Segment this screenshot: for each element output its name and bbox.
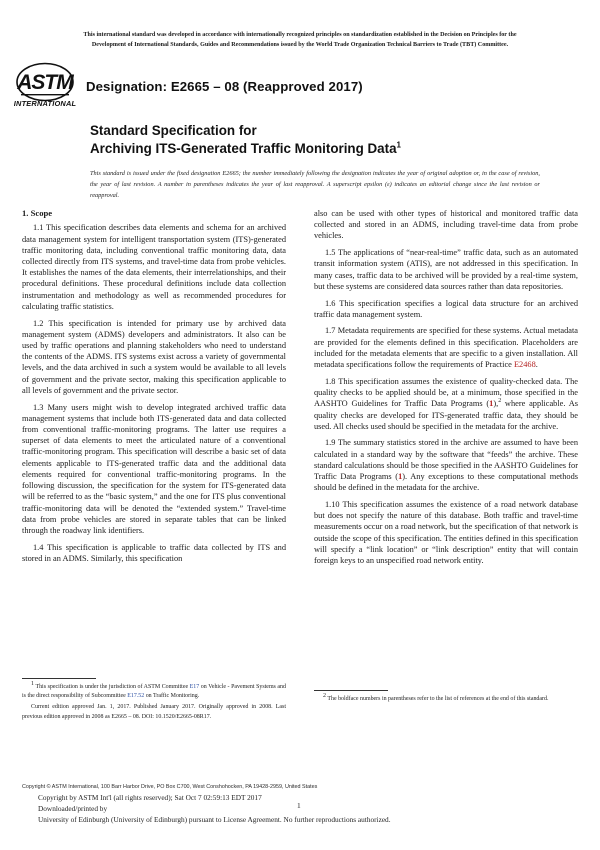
- svg-text:ASTM: ASTM: [17, 71, 73, 94]
- paragraph-1-7: [314, 325, 578, 370]
- footnote-right-text: The boldface numbers in parentheses refer to the list of references at the end of this standard.: [326, 696, 549, 702]
- body-columns: [22, 208, 578, 748]
- title-footnote-marker: 1: [396, 140, 401, 150]
- paragraph-1-4: 1.4 This specification is applicable to traffic data collected by ITS and stored in an ADMS. Similarly, this specification: [22, 542, 286, 563]
- astm-logo-icon: [14, 61, 76, 111]
- license-line-1: Copyright by ASTM Int'l (all rights reserved); Sat Oct 7 02:59:13 EDT 2017: [38, 793, 262, 802]
- right-column: [314, 208, 578, 566]
- paragraph-1-8-text-b: ),: [493, 399, 499, 409]
- footnote-marker-2: 2: [498, 398, 502, 405]
- paragraph-1-7-text-a: 1.7 Metadata requirements are specified for these systems. Actual metadata are provided for the elements defined in this specification. Placeholders are included for the metadata elements that are specific to a given installation. All metadata specifications follow the requirements of Practice: [314, 326, 578, 370]
- paragraph-1-10: 1.10 This specification assumes the existence of a road network database but does not specify the nature of this database. Both traffic and travel-time measurements occur on a road network, but the specification of that network is outside the scope of this specification. The entities defined in this specification will specify a “link location” or “link description” entity that will contain foreign keys to an unspecified road network entity.: [314, 500, 578, 566]
- paragraph-1-3: 1.3 Many users might wish to develop integrated archived traffic data management systems that include both ITS-generated data and data collected from conventional traffic-monitoring programs. The latter use requires a superset of data elements to meet the articulated nature of a conventional traffic-monitoring program. This specification will describe a basic set of data elements applicable to ITS-generated traffic data and the additional data elements required for conventional traffic-monitoring programs. In the following discussion, the specification for the system for ITS-generated data will be referred to as the “basic system,” and the one for ITS plus conventional traffic-monitoring data will be denoted the “extended system.” Travel-time data from probe vehicles are stored in separate tables that can be linked through the roadway link identifiers.: [22, 402, 286, 535]
- paragraph-1-1: 1.1 This specification describes data elements and schema for an archived data management system for intelligent transportation system (ITS)-generated traffic monitoring data, including conventional traffic monitoring data, data collected directly from ITS systems, and travel-time data from probe vehicles. It establishes the names of the data elements, their interrelationships, and their procedural definitions. These procedural definitions include data collection instrumentation and methodology as well as recommended procedures for calculating traffic statistics.: [22, 223, 286, 311]
- title-line-1: Standard Specification for: [90, 123, 257, 138]
- license-block: [38, 793, 468, 825]
- svg-text:INTERNATIONAL: INTERNATIONAL: [14, 99, 76, 108]
- standard-designation: Designation: E2665 – 08 (Reapproved 2017): [86, 78, 363, 94]
- paragraph-1-8-text-a: 1.8 This specification assumes the existence of quality-checked data. The quality checks to be applied should be, at a minimum, those specified in the AASHTO Guidelines for Traffic Data Programs (: [314, 376, 578, 409]
- left-column: [22, 208, 286, 564]
- paragraph-1-4-continued: also can be used with other types of historical and monitored traffic data collected and stored in an ADMS, including travel-time data from probe vehicles.: [314, 209, 578, 241]
- practice-e2468-link[interactable]: E2468: [513, 360, 536, 370]
- footnote-left-text-a: This specification is under the jurisdiction of ASTM Committee: [34, 684, 190, 690]
- paragraph-1-9: [314, 437, 578, 493]
- license-line-3: University of Edinburgh (University of Edinburgh) pursuant to License Agreement. No further reproductions authorized.: [38, 814, 391, 824]
- committee-e17-link[interactable]: E17: [189, 684, 200, 690]
- footnote-left-text-c: on Traffic Monitoring.: [144, 693, 200, 700]
- footnote-rule-left: [22, 678, 96, 679]
- wto-note-line2: Development of International Standards, Guides and Recommendations issued by the World Trade Organization Technical Barriers to Trade (TBT) Committee.: [91, 42, 509, 49]
- issued-under-note: This standard is issued under the fixed designation E2665; the number immediately following the designation indicates the year of original adoption or, in the case of revision, the year of last revision. A number in parentheses indicates the year of last reapproval. A superscript epsilon (ε) indicates an editorial change since the last revision or reapproval.: [90, 170, 540, 200]
- page-title: [90, 122, 550, 157]
- paragraph-1-2: 1.2 This specification is intended for primary use by archived data management system (ADMS) developers and administrators. It also can be used by traffic operations and planning stakeholders who need to understand the contents of the ADMS. ITS systems exist across a variety of governmental levels, and the data archived in such a system would be available to all levels of government and the private sector, making this specification applicable to all levels of government and the private sector.: [22, 318, 286, 395]
- paragraph-1-6: 1.6 This specification specifies a logical data structure for an archived traffic data management system.: [314, 298, 578, 319]
- paragraph-1-8-text-c: where applicable. As quality checks are developed for ITS-generated traffic data, they should be used. All checks used should be specified in the metadata for the archive.: [314, 399, 578, 431]
- subcommittee-e1752-link[interactable]: E17.52: [127, 693, 145, 700]
- paragraph-1-5: 1.5 The applications of “near-real-time” traffic data, such as an automated transit information system (ATIS), are not addressed in this specification. In many cases, traffic data to be archived will be provided by a real-time system, but these systems are considered data sources rather than data repositories.: [314, 248, 578, 291]
- paragraph-1-9-text-a: 1.9 The summary statistics stored in the archive are assumed to have been calculated in a standard way by the software that “feeds” the archive. These standard calculations should be those specified in the AASHTO Guidelines for Traffic Data Programs (: [314, 438, 578, 482]
- footnote-right: [314, 690, 578, 704]
- footnote-left-jurisdiction: [22, 683, 286, 702]
- reference-1-link[interactable]: 1: [489, 399, 494, 409]
- title-line-2: [90, 140, 550, 158]
- wto-header-note: [30, 30, 570, 50]
- section-heading-scope: 1. Scope: [22, 208, 53, 218]
- paragraph-1-8: [314, 376, 578, 432]
- footnote-left-edition: Current edition approved Jan. 1, 2017. Published January 2017. Originally approved in 2008. Last previous edition approved in 2008 as E2665 – 08. DOI: 10.1520/E2665-08R17.: [22, 704, 286, 720]
- footnote-right-boldface-note: [314, 695, 578, 704]
- paragraph-1-9-text-b: ). Any exceptions to these computational methods should be defined in the metadata for the archive.: [314, 472, 578, 493]
- page-number: 1: [297, 801, 301, 810]
- paragraph-1-7-text-b: .: [535, 360, 538, 370]
- footnote-right-marker: 2: [323, 693, 326, 700]
- license-line-2: Downloaded/printed by: [38, 803, 108, 813]
- copyright-notice: Copyright © ASTM International, 100 Barr Harbor Drive, PO Box C700, West Conshohocken, PA 19428-2959, United States: [22, 784, 318, 790]
- wto-note-line1: This international standard was developed in accordance with internationally recognized principles on standardization established in the Decision on Principles for the: [83, 32, 517, 38]
- reference-1-link-second[interactable]: 1: [398, 472, 403, 482]
- footnote-left: [22, 678, 286, 722]
- footnote-left-marker: 1: [31, 681, 34, 688]
- designation-row: [14, 60, 574, 112]
- title-line-2-text: Archiving ITS-Generated Traffic Monitoring Data: [90, 140, 397, 156]
- footnote-rule-right: [314, 690, 388, 691]
- footnote-left-text-b: on Vehicle - Pavement Systems and is the direct responsibility of Subcommittee: [22, 684, 286, 700]
